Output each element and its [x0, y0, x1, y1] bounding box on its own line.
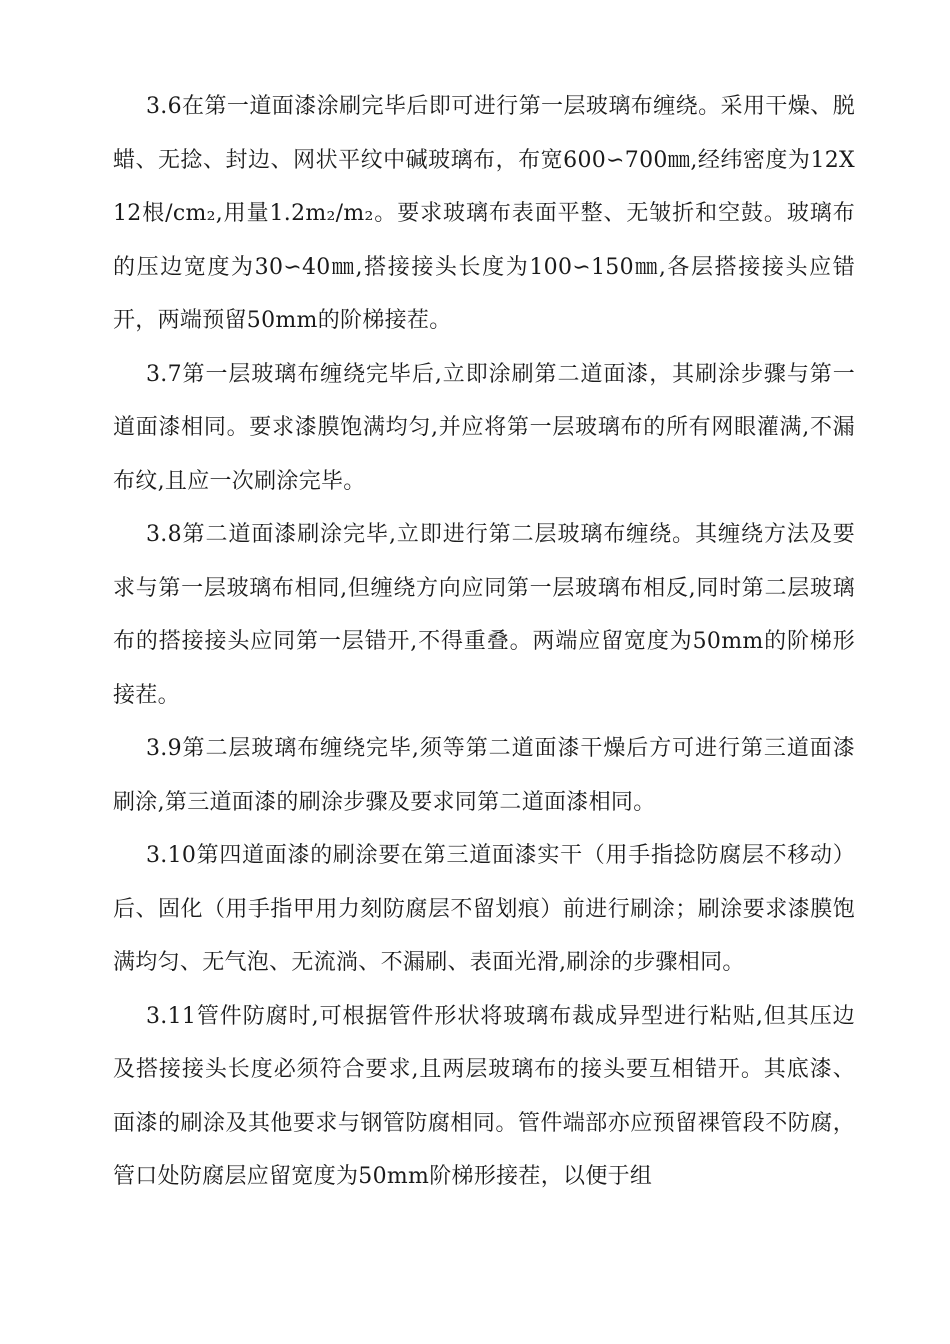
paragraph-3-10: 3.10第四道面漆的刷涂要在第三道面漆实干（用手指捻防腐层不移动）后、固化（用手指甲用力刻防腐层不留划痕）前进行刷涂；刷涂要求漆膜饱满均匀、无气泡、无流淌、不漏刷、表面光滑,刷涂的步骤相同。 [113, 843, 855, 975]
document-page [113, 80, 855, 1204]
paragraph-3-11: 3.11管件防腐时,可根据管件形状将玻璃布裁成异型进行粘贴,但其压边及搭接接头长度必须符合要求,且两层玻璃布的接头要互相错开。其底漆、面漆的刷涂及其他要求与钢管防腐相同。管件端部亦应预留裸管段不防腐，管口处防腐层应留宽度为50mm阶梯形接茬，以便于组 [113, 1003, 855, 1189]
paragraph-3-6: 3.6在第一道面漆涂刷完毕后即可进行第一层玻璃布缠绕。采用干燥、脱蜡、无捻、封边、网状平纹中碱玻璃布，布宽600∽700㎜,经纬密度为12X12根/cm₂,用量1.2m₂/m₂。要求玻璃布表面平整、无皱折和空鼓。玻璃布的压边宽度为30∽40㎜,搭接接头长度为100∽150㎜,各层搭接接头应错开，两端预留50mm的阶梯接茬。 [113, 94, 855, 333]
paragraph-3-8: 3.8第二道面漆刷涂完毕,立即进行第二层玻璃布缠绕。其缠绕方法及要求与第一层玻璃布相同,但缠绕方向应同第一层玻璃布相反,同时第二层玻璃布的搭接接头应同第一层错开,不得重叠。两端应留宽度为50mm的阶梯形接茬。 [113, 522, 855, 708]
paragraph-3-9: 3.9第二层玻璃布缠绕完毕,须等第二道面漆干燥后方可进行第三道面漆刷涂,第三道面漆的刷涂步骤及要求同第二道面漆相同。 [113, 736, 855, 815]
paragraph-3-7: 3.7第一层玻璃布缠绕完毕后,立即涂刷第二道面漆，其刷涂步骤与第一道面漆相同。要求漆膜饱满均匀,并应将第一层玻璃布的所有网眼灌满,不漏布纹,且应一次刷涂完毕。 [113, 361, 855, 494]
